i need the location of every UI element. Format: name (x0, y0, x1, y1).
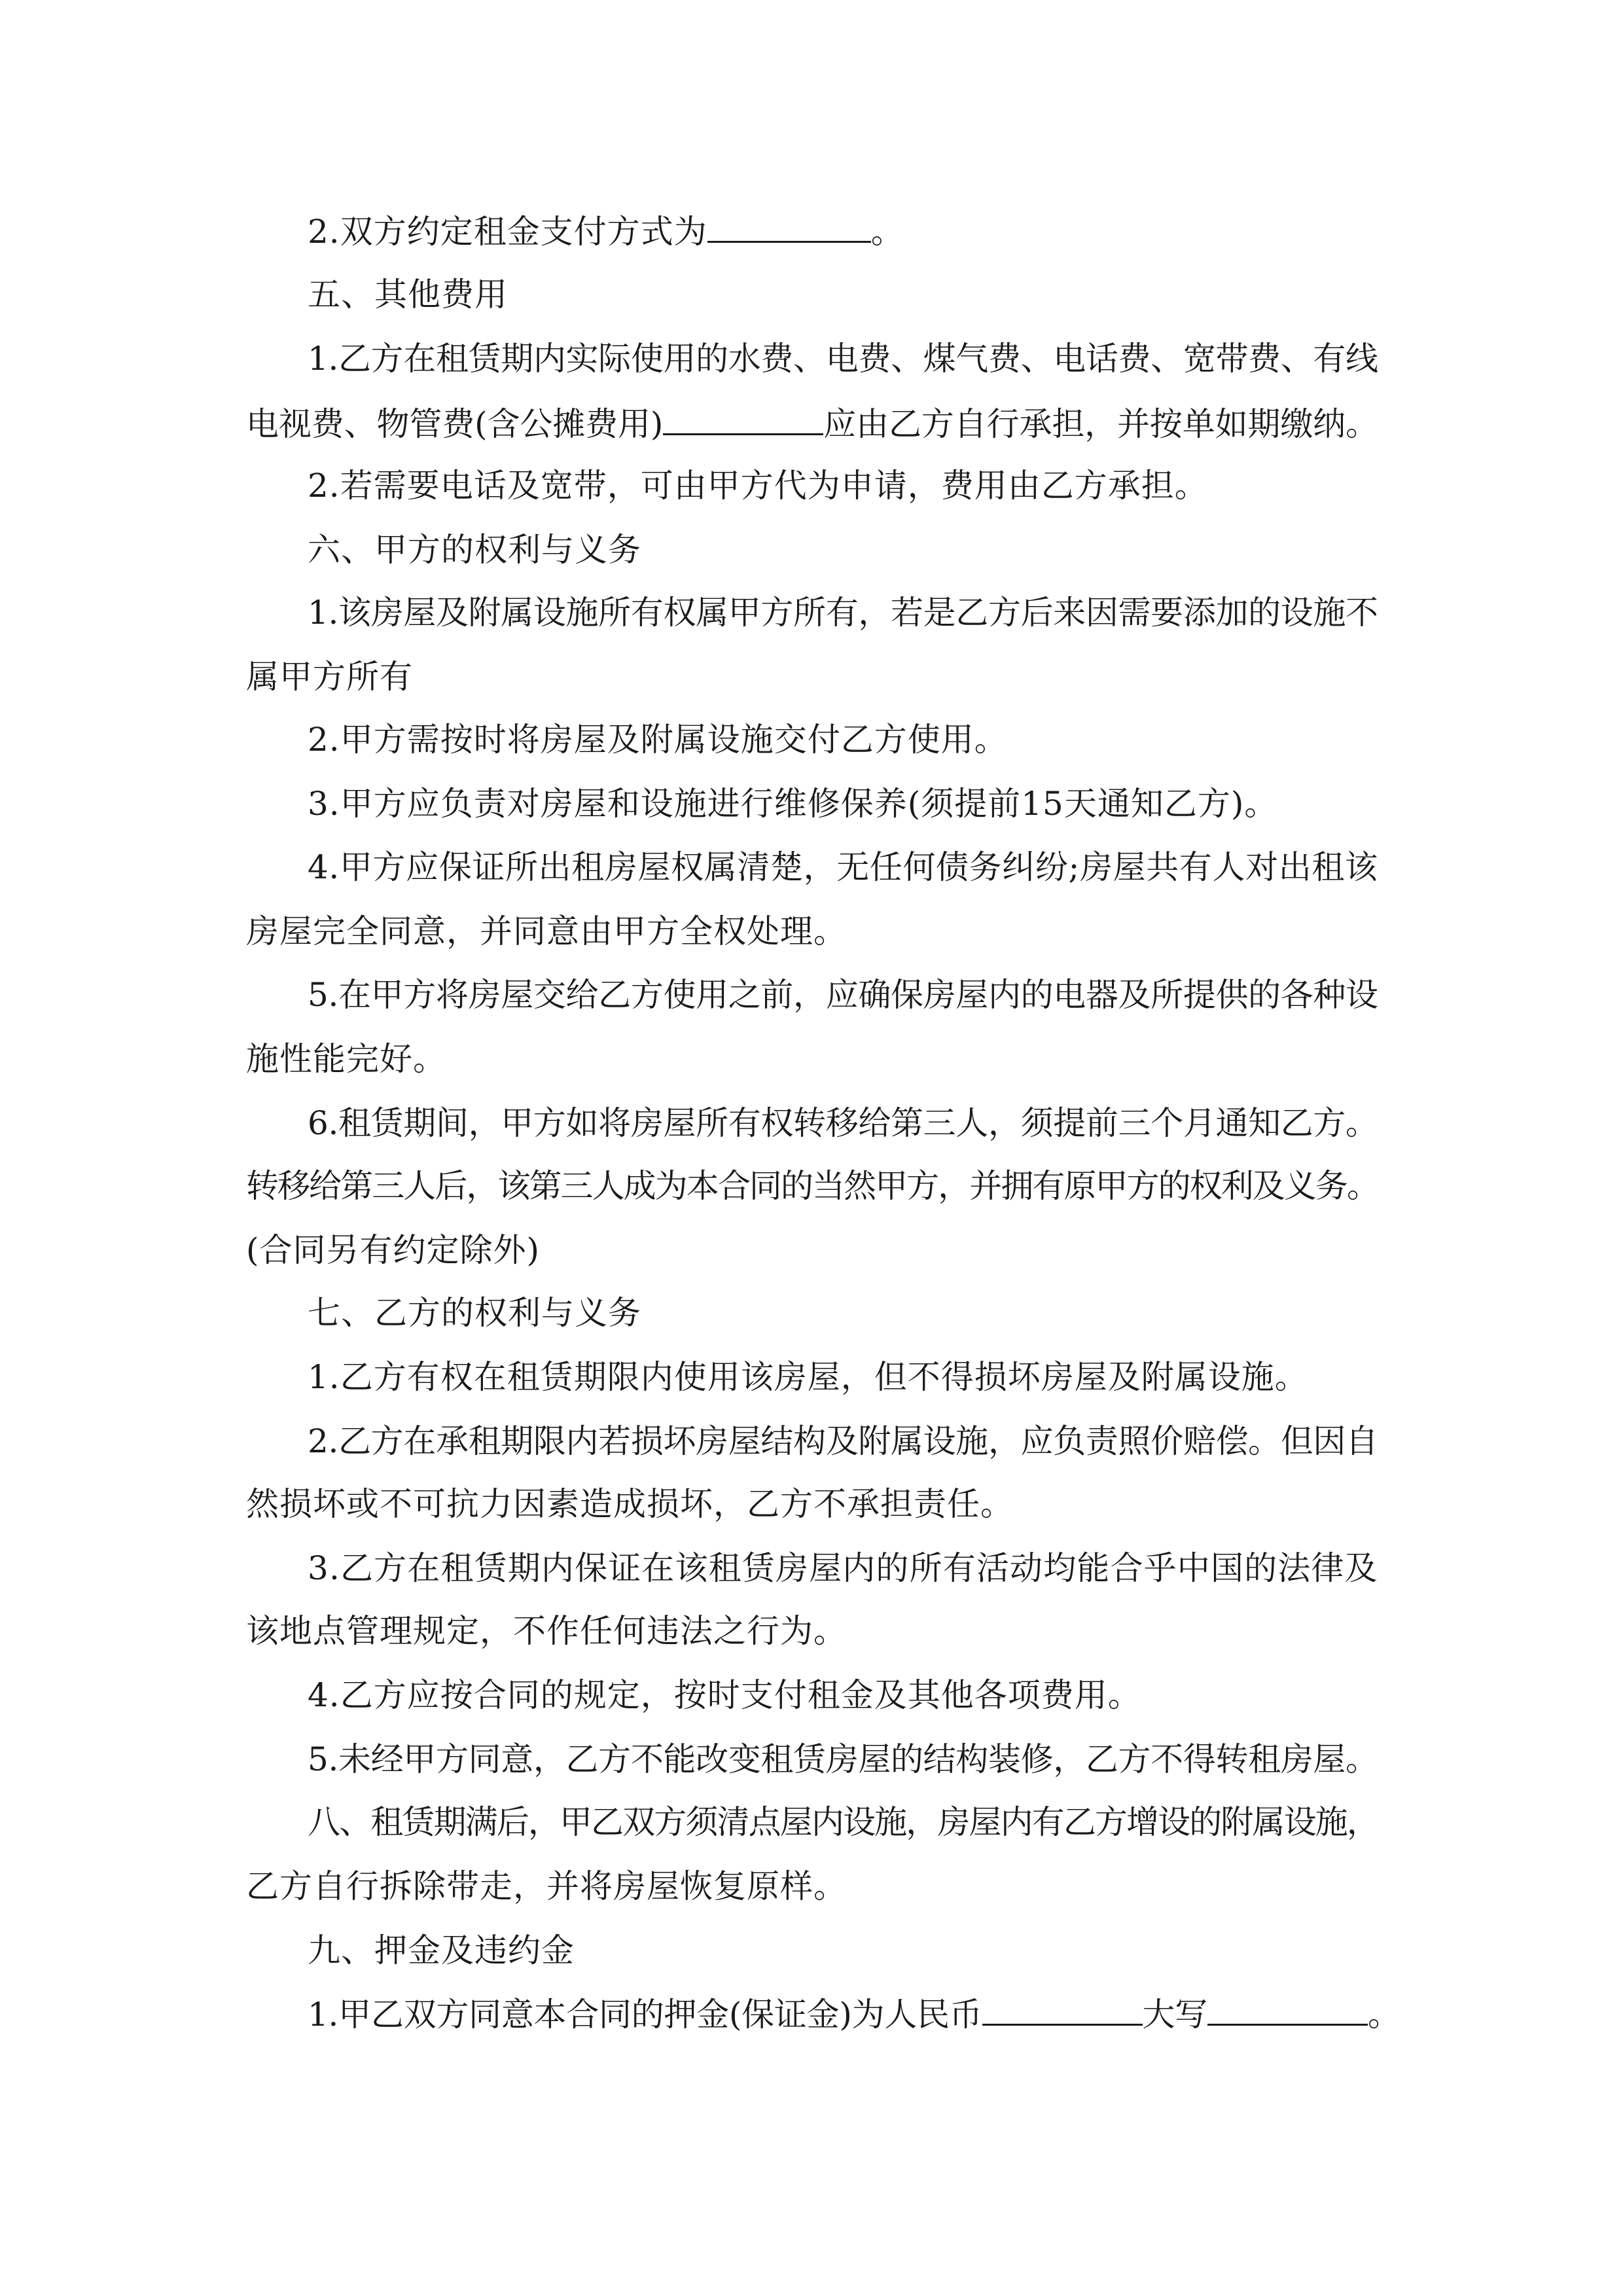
paragraph-line (308, 1803, 1378, 1842)
line-text: 。 (1368, 1996, 1400, 2034)
paragraph-line (308, 530, 641, 569)
line-text: 1.该房屋及附属设施所有权属甲方所有，若是乙方后来因需要添加的设施不 (308, 594, 1378, 632)
line-text: 九、押金及违约金 (308, 1931, 575, 1969)
line-text: 2.若需要电话及宽带，可由甲方代为申请，费用由乙方承担。 (308, 467, 1208, 505)
line-text: 2.乙方在承租期限内若损坏房屋结构及附属设施，应负责照价赔偿。但因自 (308, 1422, 1378, 1460)
line-text: 1.乙方在租赁期内实际使用的水费、电费、煤气费、电话费、宽带费、有线 (308, 340, 1378, 378)
paragraph-line (308, 275, 508, 314)
line-text: 五、其他费用 (308, 276, 508, 314)
line-text: 应由乙方自行承担，并按单如期缴纳。 (823, 405, 1379, 443)
paragraph-line (246, 403, 1378, 442)
line-text: 然损坏或不可抗力因素造成损坏，乙方不承担责任。 (246, 1485, 1014, 1523)
paragraph-line (308, 466, 1208, 505)
line-text: 。 (870, 213, 904, 251)
paragraph-line (308, 1931, 575, 1970)
line-text: 六、甲方的权利与义务 (308, 531, 641, 569)
paragraph-line (308, 211, 904, 250)
line-text: 转移给第三人后，该第三人成为本合同的当然甲方，并拥有原甲方的权利及义务。 (246, 1167, 1378, 1205)
line-text: 施性能完好。 (246, 1040, 446, 1078)
paragraph-line (246, 912, 847, 951)
paragraph-line (308, 1103, 1378, 1143)
fill-in-blank (1207, 1994, 1368, 2026)
fill-in-blank (707, 211, 871, 243)
line-text: 2.双方约定租金支付方式为 (308, 213, 707, 251)
paragraph-line (246, 657, 413, 696)
line-text: 5.未经甲方同意，乙方不能改变租赁房屋的结构装修，乙方不得转租房屋。 (308, 1740, 1378, 1778)
fill-in-blank (663, 403, 823, 435)
paragraph-line (246, 1039, 446, 1079)
line-text: 七、乙方的权利与义务 (308, 1294, 641, 1332)
paragraph-line (246, 1166, 1378, 1206)
paragraph-line (308, 720, 1008, 759)
line-text: 4.乙方应按合同的规定，按时支付租金及其他各项费用。 (308, 1676, 1141, 1714)
paragraph-line (308, 593, 1378, 632)
paragraph-line (308, 1740, 1378, 1779)
paragraph-line (308, 1994, 1400, 2033)
paragraph-line (308, 339, 1378, 378)
paragraph-line (308, 1676, 1141, 1715)
paragraph-line (308, 1293, 641, 1333)
line-text: 1.甲乙双方同意本合同的押金(保证金)为人民币 (308, 1996, 982, 2034)
paragraph-line (246, 1867, 847, 1906)
paragraph-line (308, 1422, 1378, 1461)
line-text: 6.租赁期间，甲方如将房屋所有权转移给第三人，须提前三个月通知乙方。 (308, 1104, 1378, 1142)
line-text: 3.甲方应负责对房屋和设施进行维修保养(须提前15天通知乙方)。 (308, 785, 1278, 823)
paragraph-line (308, 1549, 1378, 1588)
line-text: 1.乙方有权在租赁期限内使用该房屋，但不得损坏房屋及附属设施。 (308, 1358, 1308, 1396)
paragraph-line (246, 1484, 1014, 1524)
line-text: 乙方自行拆除带走，并将房屋恢复原样。 (246, 1867, 847, 1905)
line-text: 大写 (1142, 1996, 1207, 2034)
paragraph-line (246, 1611, 847, 1651)
paragraph-line (308, 784, 1277, 823)
line-text: 属甲方所有 (246, 658, 413, 696)
paragraph-line (308, 975, 1378, 1014)
line-text: (合同另有约定除外) (246, 1231, 541, 1269)
line-text: 该地点管理规定，不作任何违法之行为。 (246, 1612, 847, 1650)
line-text: 4.甲方应保证所出租房屋权属清楚，无任何债务纠纷;房屋共有人对出租该 (308, 848, 1378, 886)
fill-in-blank (982, 1994, 1143, 2026)
line-text: 3.乙方在租赁期内保证在该租赁房屋内的所有活动均能合乎中国的法律及 (308, 1549, 1378, 1587)
line-text: 5.在甲方将房屋交给乙方使用之前，应确保房屋内的电器及所提供的各种设 (308, 976, 1378, 1014)
line-text: 八、租赁期满后，甲乙双方须清点屋内设施，房屋内有乙方增设的附属设施， (308, 1803, 1378, 1841)
paragraph-line (308, 848, 1378, 887)
paragraph-line (308, 1357, 1308, 1397)
paragraph-line (246, 1230, 540, 1270)
line-text: 房屋完全同意，并同意由甲方全权处理。 (246, 912, 847, 950)
line-text: 2.甲方需按时将房屋及附属设施交付乙方使用。 (308, 721, 1008, 759)
line-text: 电视费、物管费(含公摊费用) (246, 405, 664, 443)
